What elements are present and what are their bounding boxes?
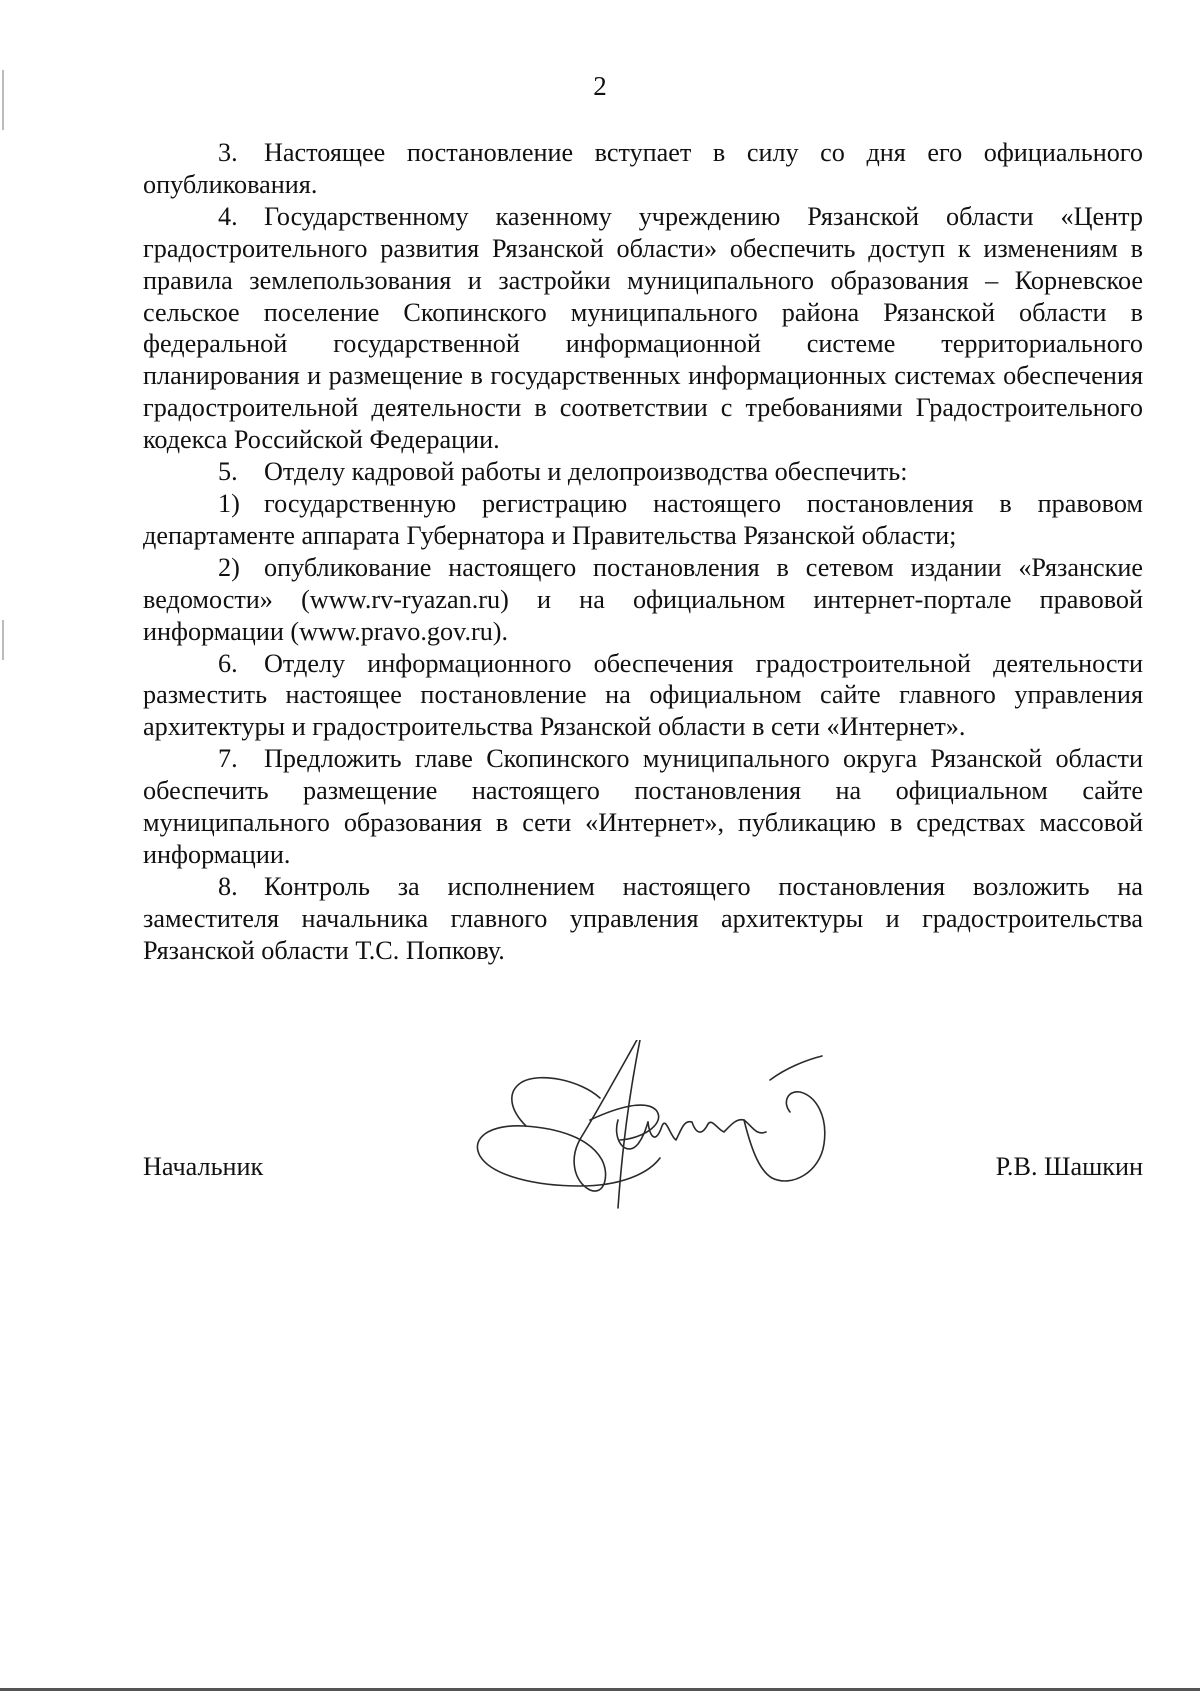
signatory-title: Начальник	[143, 1152, 264, 1181]
item-number: 5.	[218, 457, 238, 487]
paragraph-7	[143, 743, 1143, 871]
paragraph-4	[143, 201, 1143, 456]
paragraph-text: Государственному казенному учреждению Рязанской области «Центр градостроительного развития Рязанской области» обеспечить доступ к изменениям в правила землепользования и застройки муниципального образования – Корневское сельское поселение Скопинского муниципального района Рязанской области в федеральной государственной информационной системе территориального планирования и размещение в государственных информационных системах обеспечения градостроительной деятельности в соответствии с требованиями Градостроительного кодекса Российской Федерации.	[143, 201, 1143, 455]
item-number: 1)	[218, 488, 240, 518]
scan-edge-mark	[2, 70, 4, 130]
page-number: 2	[593, 71, 607, 101]
paragraph-text: Предложить главе Скопинского муниципального округа Рязанской области обеспечить размещение настоящего постановления на официальном сайте муниципального образования в сети «Интернет», публикацию в средствах массовой информации.	[143, 744, 1143, 869]
item-number: 3.	[218, 138, 238, 167]
paragraph-text: государственную регистрацию настоящего постановления в правовом департаменте аппарата Губернатора и Правительства Рязанской области;	[143, 488, 1143, 550]
paragraph-text: Отделу кадровой работы и делопроизводства обеспечить:	[264, 457, 908, 487]
document-body	[143, 137, 1143, 967]
paragraph-text: опубликование настоящего постановления в сетевом издании «Рязанские ведомости» (www.rv-ryazan.ru) и на официальном интернет-портале правовой информации (www.pravo.gov.ru).	[143, 552, 1143, 646]
scan-bottom-edge	[0, 1688, 1200, 1691]
item-number: 7.	[218, 744, 238, 774]
item-number: 6.	[218, 648, 238, 678]
paragraph-text: Настоящее постановление вступает в силу со дня его официального опубликования.	[143, 138, 1143, 199]
signatory-name: Р.В. Шашкин	[995, 1152, 1143, 1181]
paragraph-6	[143, 648, 1143, 744]
item-number: 2)	[218, 552, 240, 582]
paragraph-5	[143, 456, 1143, 488]
handwritten-signature	[470, 1040, 830, 1220]
signature-block	[143, 1151, 1143, 1191]
paragraph-text: Контроль за исполнением настоящего постановления возложить на заместителя начальника главного управления архитектуры и градостроительства Рязанской области Т.С. Попкову.	[143, 871, 1143, 965]
paragraph-5-2	[143, 552, 1143, 648]
paragraph-8	[143, 871, 1143, 967]
item-number: 8.	[218, 871, 238, 901]
paragraph-text: Отделу информационного обеспечения градостроительной деятельности разместить настоящее постановление на официальном сайте главного управления архитектуры и градостроительства Рязанской области в сети «Интернет».	[143, 648, 1143, 742]
item-number: 4.	[218, 201, 238, 231]
scan-edge-mark	[2, 620, 4, 660]
paragraph-3	[143, 137, 1143, 201]
paragraph-5-1	[143, 488, 1143, 552]
